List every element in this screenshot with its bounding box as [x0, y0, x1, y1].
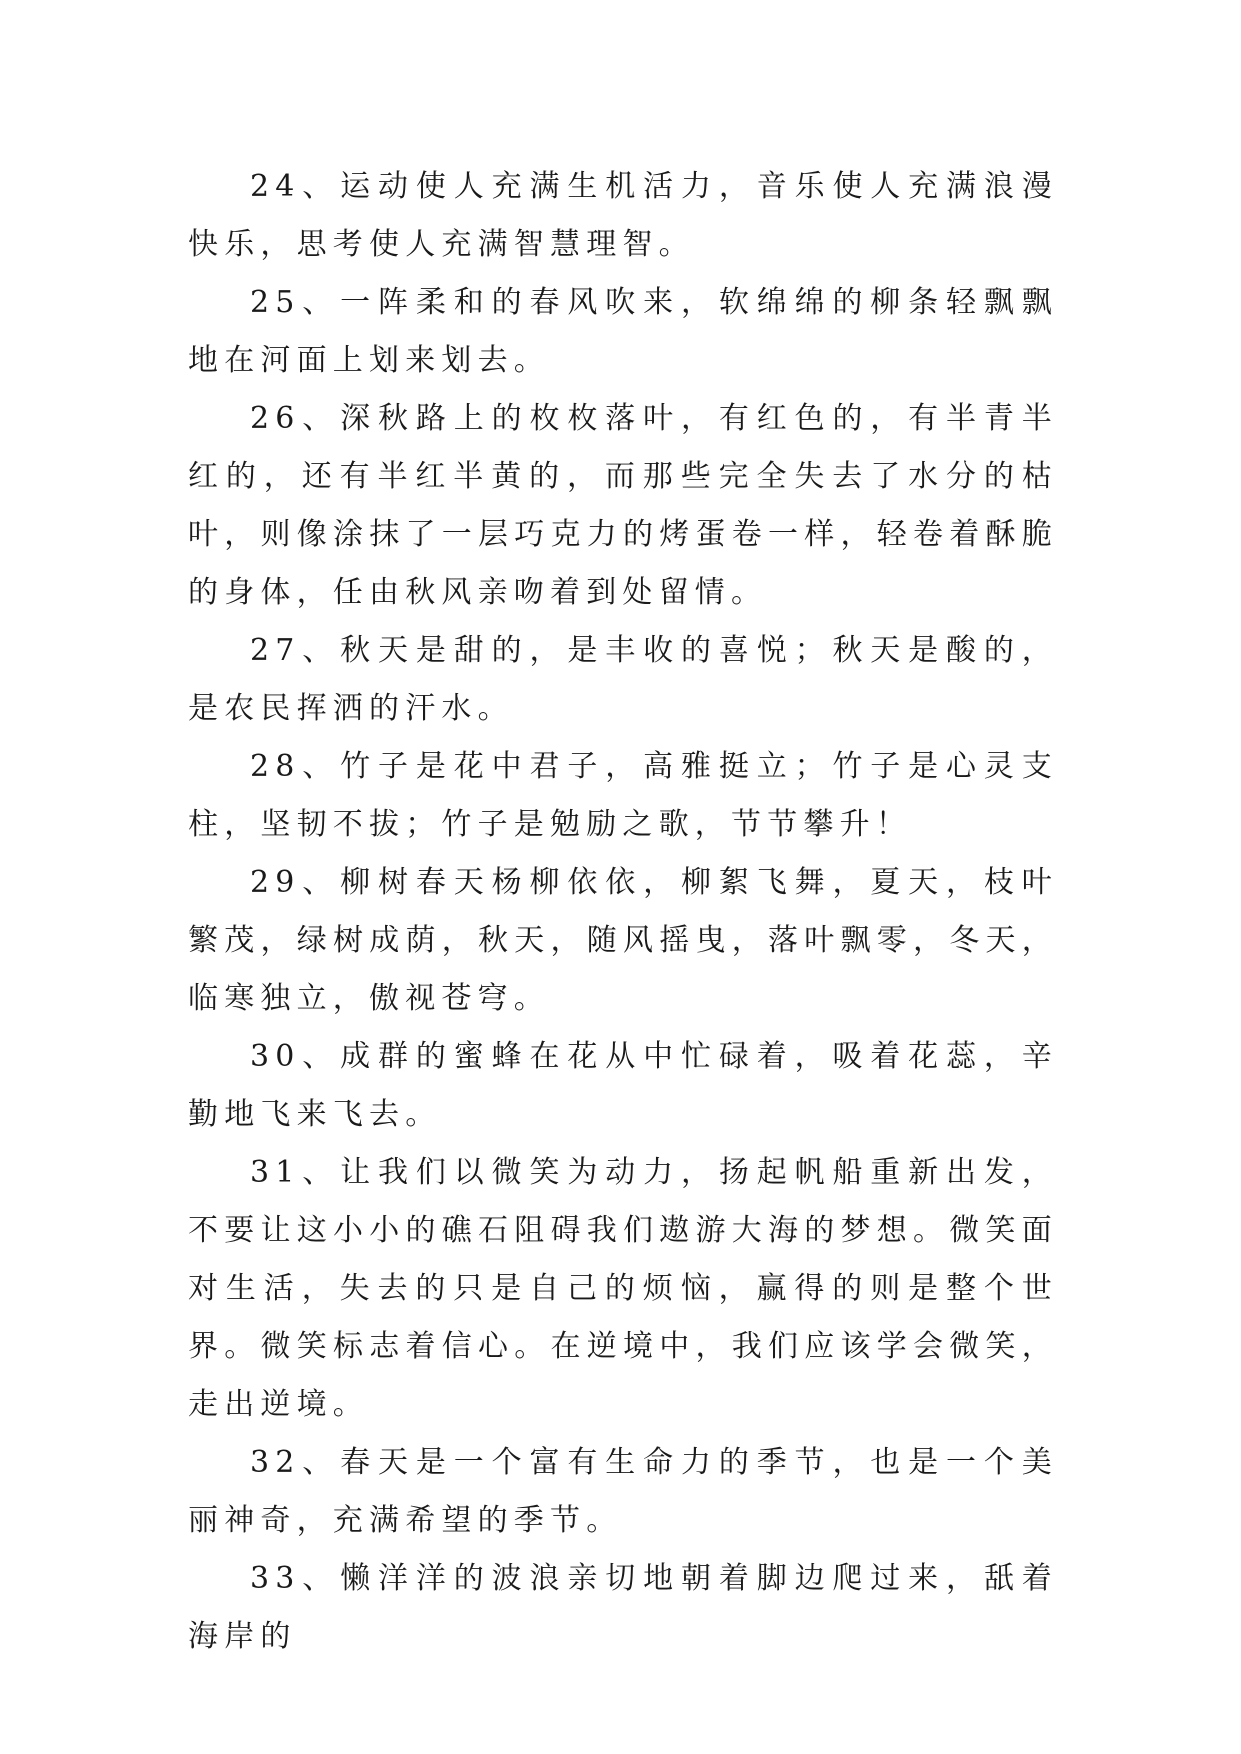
paragraph-29: 29、柳树春天杨柳依依，柳絮飞舞，夏天，枝叶繁茂，绿树成荫，秋天，随风摇曳，落叶飘零，冬天，临寒独立，傲视苍穹。: [188, 865, 1058, 1016]
paragraph-32: 32、春天是一个富有生命力的季节，也是一个美丽神奇，充满希望的季节。: [188, 1445, 1058, 1538]
paragraph-28: 28、竹子是花中君子，高雅挺立；竹子是心灵支柱，坚韧不拔；竹子是勉励之歌，节节攀升！: [188, 749, 1058, 842]
paragraph-24: 24、运动使人充满生机活力，音乐使人充满浪漫快乐，思考使人充满智慧理智。: [188, 169, 1058, 262]
paragraph-27: 27、秋天是甜的，是丰收的喜悦；秋天是酸的，是农民挥洒的汗水。: [188, 633, 1058, 726]
paragraph-30: 30、成群的蜜蜂在花从中忙碌着，吸着花蕊，辛勤地飞来飞去。: [188, 1039, 1058, 1132]
paragraph-26: 26、深秋路上的枚枚落叶，有红色的，有半青半红的，还有半红半黄的，而那些完全失去了水分的枯叶，则像涂抹了一层巧克力的烤蛋卷一样，轻卷着酥脆的身体，任由秋风亲吻着到处留情。: [188, 401, 1058, 610]
paragraph-31: 31、让我们以微笑为动力，扬起帆船重新出发，不要让这小小的礁石阻碍我们遨游大海的梦想。微笑面对生活，失去的只是自己的烦恼，赢得的则是整个世界。微笑标志着信心。在逆境中，我们应该学会微笑，走出逆境。: [188, 1155, 1058, 1422]
paragraph-25: 25、一阵柔和的春风吹来，软绵绵的柳条轻飘飘地在河面上划来划去。: [188, 285, 1058, 378]
paragraph-33: 33、懒洋洋的波浪亲切地朝着脚边爬过来，舐着海岸的: [188, 1561, 1058, 1654]
document-body: [188, 158, 1058, 1666]
